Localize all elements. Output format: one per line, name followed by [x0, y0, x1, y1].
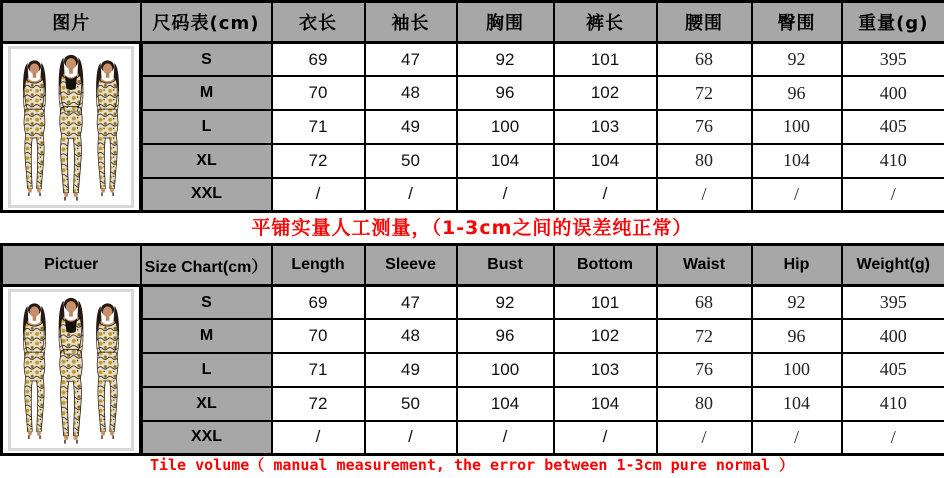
value-cell: / — [657, 178, 752, 212]
table-row — [2, 43, 944, 77]
value-cell: 102 — [554, 319, 657, 353]
value-cell: 48 — [365, 319, 457, 353]
value-cell: / — [365, 178, 457, 212]
value-cell: / — [842, 178, 944, 212]
value-cell: / — [554, 421, 657, 455]
value-cell: 72 — [657, 319, 752, 353]
value-cell: 69 — [272, 43, 365, 77]
product-photo — [8, 289, 134, 451]
header-row — [2, 2, 944, 43]
value-cell: 104 — [457, 144, 554, 178]
value-cell: 100 — [457, 110, 554, 144]
value-cell: 101 — [554, 43, 657, 77]
product-photo-cell — [2, 286, 141, 455]
size-cell: S — [141, 286, 272, 320]
product-photo-cell — [2, 43, 141, 212]
value-cell: / — [272, 421, 365, 455]
value-cell: 80 — [657, 144, 752, 178]
value-cell: 70 — [272, 319, 365, 353]
value-cell: 70 — [272, 76, 365, 110]
header-weight: 重量(g) — [842, 2, 944, 43]
value-cell: / — [842, 421, 944, 455]
size-cell: L — [141, 110, 272, 144]
value-cell: 400 — [842, 76, 944, 110]
value-cell: 71 — [272, 110, 365, 144]
product-photo — [8, 46, 134, 208]
header-waist: 腰围 — [657, 2, 752, 43]
value-cell: 100 — [457, 353, 554, 387]
value-cell: 395 — [842, 286, 944, 320]
value-cell: 96 — [457, 76, 554, 110]
table-row — [2, 144, 944, 178]
value-cell: 100 — [752, 110, 842, 144]
value-cell: / — [457, 421, 554, 455]
value-cell: 47 — [365, 286, 457, 320]
value-cell: 104 — [752, 387, 842, 421]
size-cell: M — [141, 319, 272, 353]
value-cell: 405 — [842, 110, 944, 144]
value-cell: 104 — [457, 387, 554, 421]
product-photo-image — [14, 52, 128, 202]
value-cell: 92 — [752, 286, 842, 320]
value-cell: 103 — [554, 110, 657, 144]
table-row — [2, 353, 944, 387]
value-cell: 96 — [457, 319, 554, 353]
caption-chinese: 平铺实量人工测量，（1-3cm之间的误差纯正常） — [251, 217, 693, 239]
header-picture: 图片 — [2, 2, 141, 43]
value-cell: / — [365, 421, 457, 455]
product-photo-image — [14, 295, 128, 445]
table-row — [2, 421, 944, 455]
value-cell: 72 — [272, 144, 365, 178]
header-hip: 臀围 — [752, 2, 842, 43]
value-cell: / — [554, 178, 657, 212]
value-cell: / — [657, 421, 752, 455]
value-cell: 92 — [752, 43, 842, 77]
value-cell: / — [752, 421, 842, 455]
value-cell: 102 — [554, 76, 657, 110]
header-size-chart: 尺码表(cm) — [141, 2, 272, 43]
size-cell: XL — [141, 144, 272, 178]
table-row — [2, 286, 944, 320]
header-bottom: Bottom — [554, 245, 657, 286]
size-cell: L — [141, 353, 272, 387]
value-cell: 405 — [842, 353, 944, 387]
value-cell: 76 — [657, 110, 752, 144]
value-cell: 76 — [657, 353, 752, 387]
value-cell: 68 — [657, 286, 752, 320]
value-cell: 395 — [842, 43, 944, 77]
value-cell: 92 — [457, 286, 554, 320]
size-table-english — [0, 243, 944, 456]
value-cell: 72 — [272, 387, 365, 421]
header-waist: Waist — [657, 245, 752, 286]
value-cell: / — [752, 178, 842, 212]
value-cell: 104 — [752, 144, 842, 178]
header-bottom: 裤长 — [554, 2, 657, 43]
table-row — [2, 387, 944, 421]
value-cell: 69 — [272, 286, 365, 320]
header-length: Length — [272, 245, 365, 286]
caption-english: Tile volume（ manual measurement, the error between 1-3cm pure normal ） — [149, 456, 795, 474]
value-cell: / — [272, 178, 365, 212]
header-picture: Pictuer — [2, 245, 141, 286]
value-cell: 50 — [365, 144, 457, 178]
value-cell: 47 — [365, 43, 457, 77]
table-row — [2, 110, 944, 144]
header-sleeve: Sleeve — [365, 245, 457, 286]
value-cell: 104 — [554, 387, 657, 421]
header-hip: Hip — [752, 245, 842, 286]
header-size-chart: Size Chart(cm） — [141, 245, 272, 286]
table-row — [2, 178, 944, 212]
value-cell: 410 — [842, 387, 944, 421]
size-cell: XL — [141, 387, 272, 421]
header-weight: Weight(g) — [842, 245, 944, 286]
value-cell: 92 — [457, 43, 554, 77]
value-cell: 49 — [365, 353, 457, 387]
header-sleeve: 袖长 — [365, 2, 457, 43]
value-cell: 72 — [657, 76, 752, 110]
header-bust: Bust — [457, 245, 554, 286]
size-cell: XXL — [141, 178, 272, 212]
header-length: 衣长 — [272, 2, 365, 43]
value-cell: 50 — [365, 387, 457, 421]
value-cell: 68 — [657, 43, 752, 77]
value-cell: 104 — [554, 144, 657, 178]
table-row — [2, 319, 944, 353]
value-cell: 80 — [657, 387, 752, 421]
size-cell: XXL — [141, 421, 272, 455]
value-cell: 103 — [554, 353, 657, 387]
value-cell: 71 — [272, 353, 365, 387]
value-cell: 48 — [365, 76, 457, 110]
value-cell: 100 — [752, 353, 842, 387]
value-cell: 96 — [752, 76, 842, 110]
header-bust: 胸围 — [457, 2, 554, 43]
header-row — [2, 245, 944, 286]
value-cell: 400 — [842, 319, 944, 353]
value-cell: / — [457, 178, 554, 212]
value-cell: 96 — [752, 319, 842, 353]
size-cell: M — [141, 76, 272, 110]
size-cell: S — [141, 43, 272, 77]
size-table-chinese — [0, 0, 944, 213]
value-cell: 49 — [365, 110, 457, 144]
value-cell: 101 — [554, 286, 657, 320]
value-cell: 410 — [842, 144, 944, 178]
table-row — [2, 76, 944, 110]
